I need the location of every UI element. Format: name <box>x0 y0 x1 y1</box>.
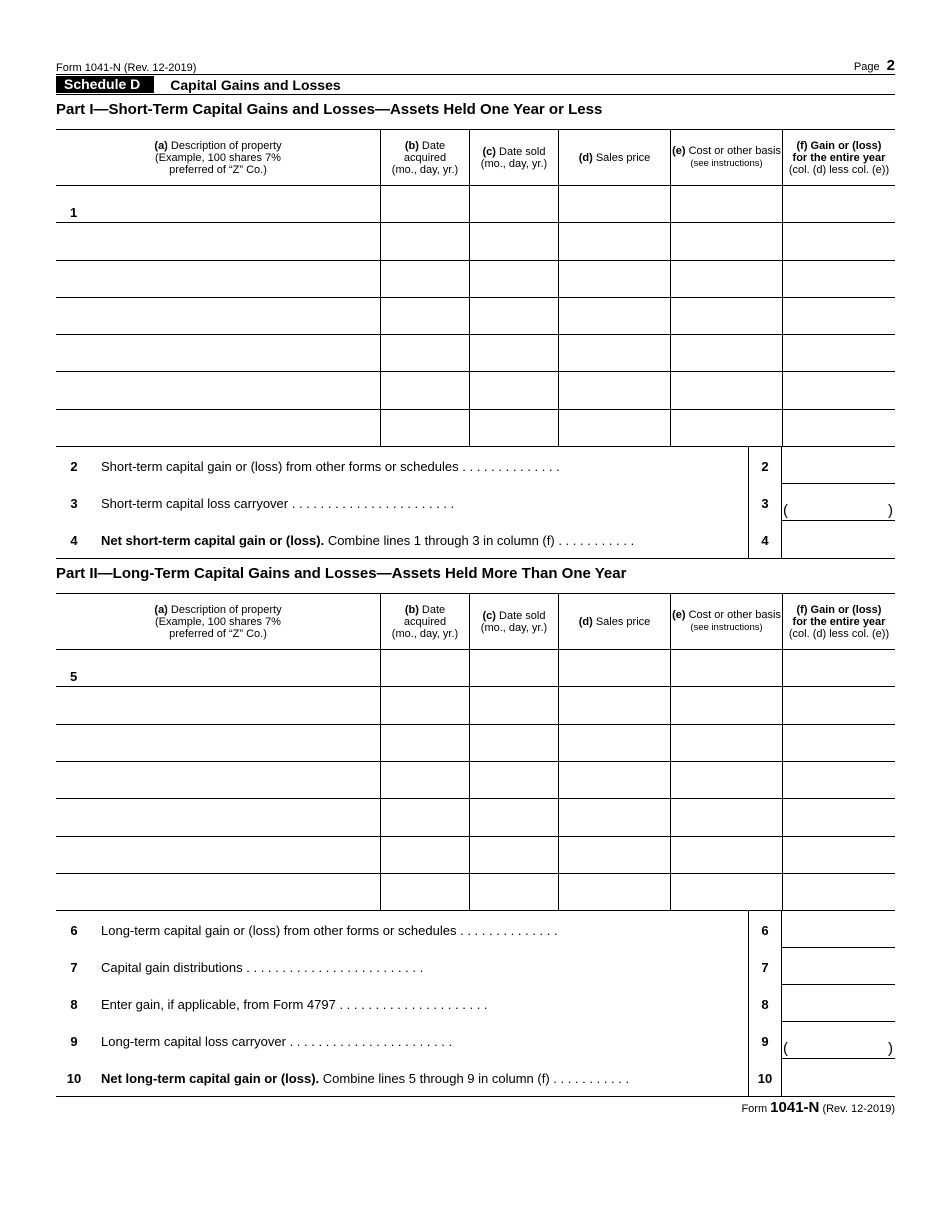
line-box-number: 2 <box>748 447 782 484</box>
line-9 <box>56 1022 895 1059</box>
cell-gain-loss[interactable] <box>782 799 895 835</box>
cell-description[interactable] <box>56 799 380 835</box>
line-box-number: 9 <box>748 1022 782 1059</box>
cell-date-acquired[interactable] <box>380 186 469 222</box>
cell-description[interactable] <box>56 372 380 408</box>
table-row <box>56 186 895 223</box>
line-box-number: 4 <box>748 521 782 558</box>
line-description: Net long-term capital gain or (loss). Combine lines 5 through 9 in column (f) . . . . . . . . . . . <box>101 1071 630 1087</box>
open-paren: ( <box>783 502 788 520</box>
part1-entry-rows <box>56 186 895 447</box>
cell-date-sold[interactable] <box>469 186 558 222</box>
cell-date-sold[interactable] <box>469 372 558 408</box>
cell-gain-loss[interactable] <box>782 410 895 446</box>
cell-date-sold[interactable] <box>469 298 558 334</box>
line-6 <box>56 911 895 948</box>
col-e-header: (e) Cost or other basis (see instructions) <box>670 130 782 185</box>
line-box-number: 10 <box>748 1059 782 1096</box>
cell-cost-basis[interactable] <box>670 372 782 408</box>
cell-date-sold[interactable] <box>469 687 558 723</box>
line-10-amount-field[interactable] <box>782 1059 895 1096</box>
schedule-header <box>56 74 895 95</box>
line-3 <box>56 484 895 521</box>
line-description: Short-term capital gain or (loss) from other forms or schedules . . . . . . . . . . . . . . <box>101 459 560 475</box>
cell-sales-price[interactable] <box>558 837 670 873</box>
cell-date-acquired[interactable] <box>380 372 469 408</box>
line-number: 3 <box>70 496 78 512</box>
page-number: 2 <box>886 57 895 74</box>
page-label: Page <box>853 61 880 73</box>
cell-gain-loss[interactable] <box>782 874 895 910</box>
close-paren: ) <box>888 502 893 520</box>
cell-date-sold[interactable] <box>469 650 558 686</box>
line-8 <box>56 985 895 1022</box>
cell-cost-basis[interactable] <box>670 762 782 798</box>
cell-date-sold[interactable] <box>469 762 558 798</box>
page-indicator <box>854 57 895 74</box>
divider <box>56 1096 895 1097</box>
line-2-amount-field[interactable] <box>782 447 895 484</box>
cell-description[interactable] <box>56 410 380 446</box>
line-box-number: 3 <box>748 484 782 521</box>
col-c-header: (c) Date sold (mo., day, yr.) <box>469 130 558 185</box>
cell-description[interactable] <box>56 837 380 873</box>
cell-description[interactable] <box>56 298 380 334</box>
table-row <box>56 725 895 762</box>
line-number: 8 <box>70 997 78 1013</box>
cell-sales-price[interactable] <box>558 223 670 259</box>
col-f-header: (f) Gain or (loss) for the entire year (col. (d) less col. (e)) <box>782 594 895 649</box>
footer-form-number: 1041-N <box>770 1099 820 1117</box>
line-number: 7 <box>70 960 78 976</box>
line-description: Short-term capital loss carryover . . . . . . . . . . . . . . . . . . . . . . . <box>101 496 455 512</box>
line-box-number: 6 <box>748 911 782 948</box>
cell-sales-price[interactable] <box>558 762 670 798</box>
cell-cost-basis[interactable] <box>670 335 782 371</box>
cell-date-acquired[interactable] <box>380 335 469 371</box>
cell-gain-loss[interactable] <box>782 298 895 334</box>
cell-gain-loss[interactable] <box>782 725 895 761</box>
cell-date-acquired[interactable] <box>380 261 469 297</box>
line-7-amount-field[interactable] <box>782 948 895 985</box>
cell-description[interactable] <box>56 650 380 686</box>
cell-cost-basis[interactable] <box>670 725 782 761</box>
schedule-title: Capital Gains and Losses <box>170 76 341 93</box>
cell-date-sold[interactable] <box>469 799 558 835</box>
page-footer <box>56 1099 895 1116</box>
line-number: 6 <box>70 923 78 939</box>
cell-sales-price[interactable] <box>558 372 670 408</box>
cell-cost-basis[interactable] <box>670 650 782 686</box>
cell-gain-loss[interactable] <box>782 261 895 297</box>
footer-revision: (Rev. 12-2019) <box>822 1103 895 1116</box>
cell-description[interactable] <box>56 223 380 259</box>
cell-sales-price[interactable] <box>558 410 670 446</box>
cell-date-acquired[interactable] <box>380 650 469 686</box>
line-description: Long-term capital gain or (loss) from other forms or schedules . . . . . . . . . . . . . . <box>101 923 558 939</box>
cell-date-acquired[interactable] <box>380 799 469 835</box>
col-f-header: (f) Gain or (loss) for the entire year (col. (d) less col. (e)) <box>782 130 895 185</box>
cell-cost-basis[interactable] <box>670 261 782 297</box>
line-6-amount-field[interactable] <box>782 911 895 948</box>
cell-description[interactable] <box>56 261 380 297</box>
line-number: 9 <box>70 1034 78 1050</box>
table-row <box>56 874 895 911</box>
cell-date-sold[interactable] <box>469 410 558 446</box>
col-a-header: (a) Description of property (Example, 100 shares 7% preferred of “Z” Co.) <box>154 603 282 640</box>
table-row <box>56 650 895 687</box>
line-4 <box>56 521 895 558</box>
schedule-tag: Schedule D <box>56 76 154 93</box>
table-row <box>56 223 895 260</box>
cell-date-acquired[interactable] <box>380 298 469 334</box>
line-2 <box>56 447 895 484</box>
cell-date-acquired[interactable] <box>380 725 469 761</box>
cell-description[interactable] <box>56 335 380 371</box>
cell-gain-loss[interactable] <box>782 186 895 222</box>
cell-date-sold[interactable] <box>469 874 558 910</box>
part2-summary-lines <box>56 911 895 1096</box>
cell-date-acquired[interactable] <box>380 762 469 798</box>
cell-sales-price[interactable] <box>558 687 670 723</box>
cell-description[interactable] <box>56 725 380 761</box>
cell-date-sold[interactable] <box>469 223 558 259</box>
cell-cost-basis[interactable] <box>670 799 782 835</box>
table-row <box>56 261 895 298</box>
cell-date-acquired[interactable] <box>380 687 469 723</box>
part2-column-headers <box>56 593 895 650</box>
cell-cost-basis[interactable] <box>670 223 782 259</box>
cell-date-sold[interactable] <box>469 335 558 371</box>
part2-title: Part II—Long-Term Capital Gains and Losses—Assets Held More Than One Year <box>56 565 627 583</box>
table-row <box>56 687 895 724</box>
cell-date-sold[interactable] <box>469 261 558 297</box>
line-number: 4 <box>70 533 78 549</box>
row-number: 1 <box>70 205 78 221</box>
line-8-amount-field[interactable] <box>782 985 895 1022</box>
table-row <box>56 298 895 335</box>
col-d-header: (d) Sales price <box>558 594 670 649</box>
cell-sales-price[interactable] <box>558 335 670 371</box>
cell-sales-price[interactable] <box>558 874 670 910</box>
cell-cost-basis[interactable] <box>670 837 782 873</box>
cell-sales-price[interactable] <box>558 799 670 835</box>
cell-date-acquired[interactable] <box>380 223 469 259</box>
table-row <box>56 799 895 836</box>
col-d-header: (d) Sales price <box>558 130 670 185</box>
cell-gain-loss[interactable] <box>782 335 895 371</box>
cell-sales-price[interactable] <box>558 725 670 761</box>
cell-gain-loss[interactable] <box>782 687 895 723</box>
line-description: Net short-term capital gain or (loss). Combine lines 1 through 3 in column (f) . . . . . . . . . . . <box>101 533 635 549</box>
cell-gain-loss[interactable] <box>782 372 895 408</box>
table-row <box>56 762 895 799</box>
col-b-header: (b) Date acquired (mo., day, yr.) <box>380 130 469 185</box>
col-e-header: (e) Cost or other basis (see instructions) <box>670 594 782 649</box>
cell-sales-price[interactable] <box>558 261 670 297</box>
cell-description[interactable] <box>56 687 380 723</box>
line-number: 10 <box>66 1071 82 1087</box>
cell-gain-loss[interactable] <box>782 762 895 798</box>
table-row <box>56 372 895 409</box>
cell-cost-basis[interactable] <box>670 410 782 446</box>
form-page <box>56 54 895 1116</box>
line-number: 2 <box>70 459 78 475</box>
cell-cost-basis[interactable] <box>670 874 782 910</box>
cell-sales-price[interactable] <box>558 650 670 686</box>
line-box-number: 8 <box>748 985 782 1022</box>
table-row <box>56 410 895 447</box>
cell-sales-price[interactable] <box>558 186 670 222</box>
line-7 <box>56 948 895 985</box>
line-description: Capital gain distributions . . . . . . . . . . . . . . . . . . . . . . . . . <box>101 960 424 976</box>
row-number: 5 <box>70 669 78 685</box>
line-9-amount-field[interactable] <box>782 1022 895 1059</box>
cell-date-sold[interactable] <box>469 837 558 873</box>
cell-date-acquired[interactable] <box>380 874 469 910</box>
col-b-header: (b) Date acquired (mo., day, yr.) <box>380 594 469 649</box>
line-description: Long-term capital loss carryover . . . . . . . . . . . . . . . . . . . . . . . <box>101 1034 453 1050</box>
cell-cost-basis[interactable] <box>670 186 782 222</box>
part2-entry-rows <box>56 650 895 911</box>
table-row <box>56 335 895 372</box>
footer-form-label: Form <box>741 1103 768 1116</box>
cell-description[interactable] <box>56 874 380 910</box>
line-box-number: 7 <box>748 948 782 985</box>
col-a-header: (a) Description of property (Example, 100 shares 7% preferred of “Z” Co.) <box>154 139 282 176</box>
cell-gain-loss[interactable] <box>782 650 895 686</box>
open-paren: ( <box>783 1040 788 1058</box>
part1-column-headers <box>56 129 895 186</box>
form-id: Form 1041-N (Rev. 12-2019) <box>56 62 197 74</box>
cell-date-acquired[interactable] <box>380 410 469 446</box>
line-description: Enter gain, if applicable, from Form 4797 . . . . . . . . . . . . . . . . . . . . . <box>101 997 488 1013</box>
cell-gain-loss[interactable] <box>782 837 895 873</box>
line-3-amount-field[interactable] <box>782 484 895 521</box>
cell-gain-loss[interactable] <box>782 223 895 259</box>
table-row <box>56 837 895 874</box>
close-paren: ) <box>888 1040 893 1058</box>
cell-description[interactable] <box>56 186 380 222</box>
cell-date-sold[interactable] <box>469 725 558 761</box>
part1-summary-lines <box>56 447 895 558</box>
col-c-header: (c) Date sold (mo., day, yr.) <box>469 594 558 649</box>
part1-title: Part I—Short-Term Capital Gains and Losses—Assets Held One Year or Less <box>56 101 603 118</box>
cell-description[interactable] <box>56 762 380 798</box>
cell-cost-basis[interactable] <box>670 687 782 723</box>
cell-cost-basis[interactable] <box>670 298 782 334</box>
cell-sales-price[interactable] <box>558 298 670 334</box>
page-header <box>56 54 895 74</box>
line-10 <box>56 1059 895 1096</box>
cell-date-acquired[interactable] <box>380 837 469 873</box>
line-4-amount-field[interactable] <box>782 521 895 558</box>
